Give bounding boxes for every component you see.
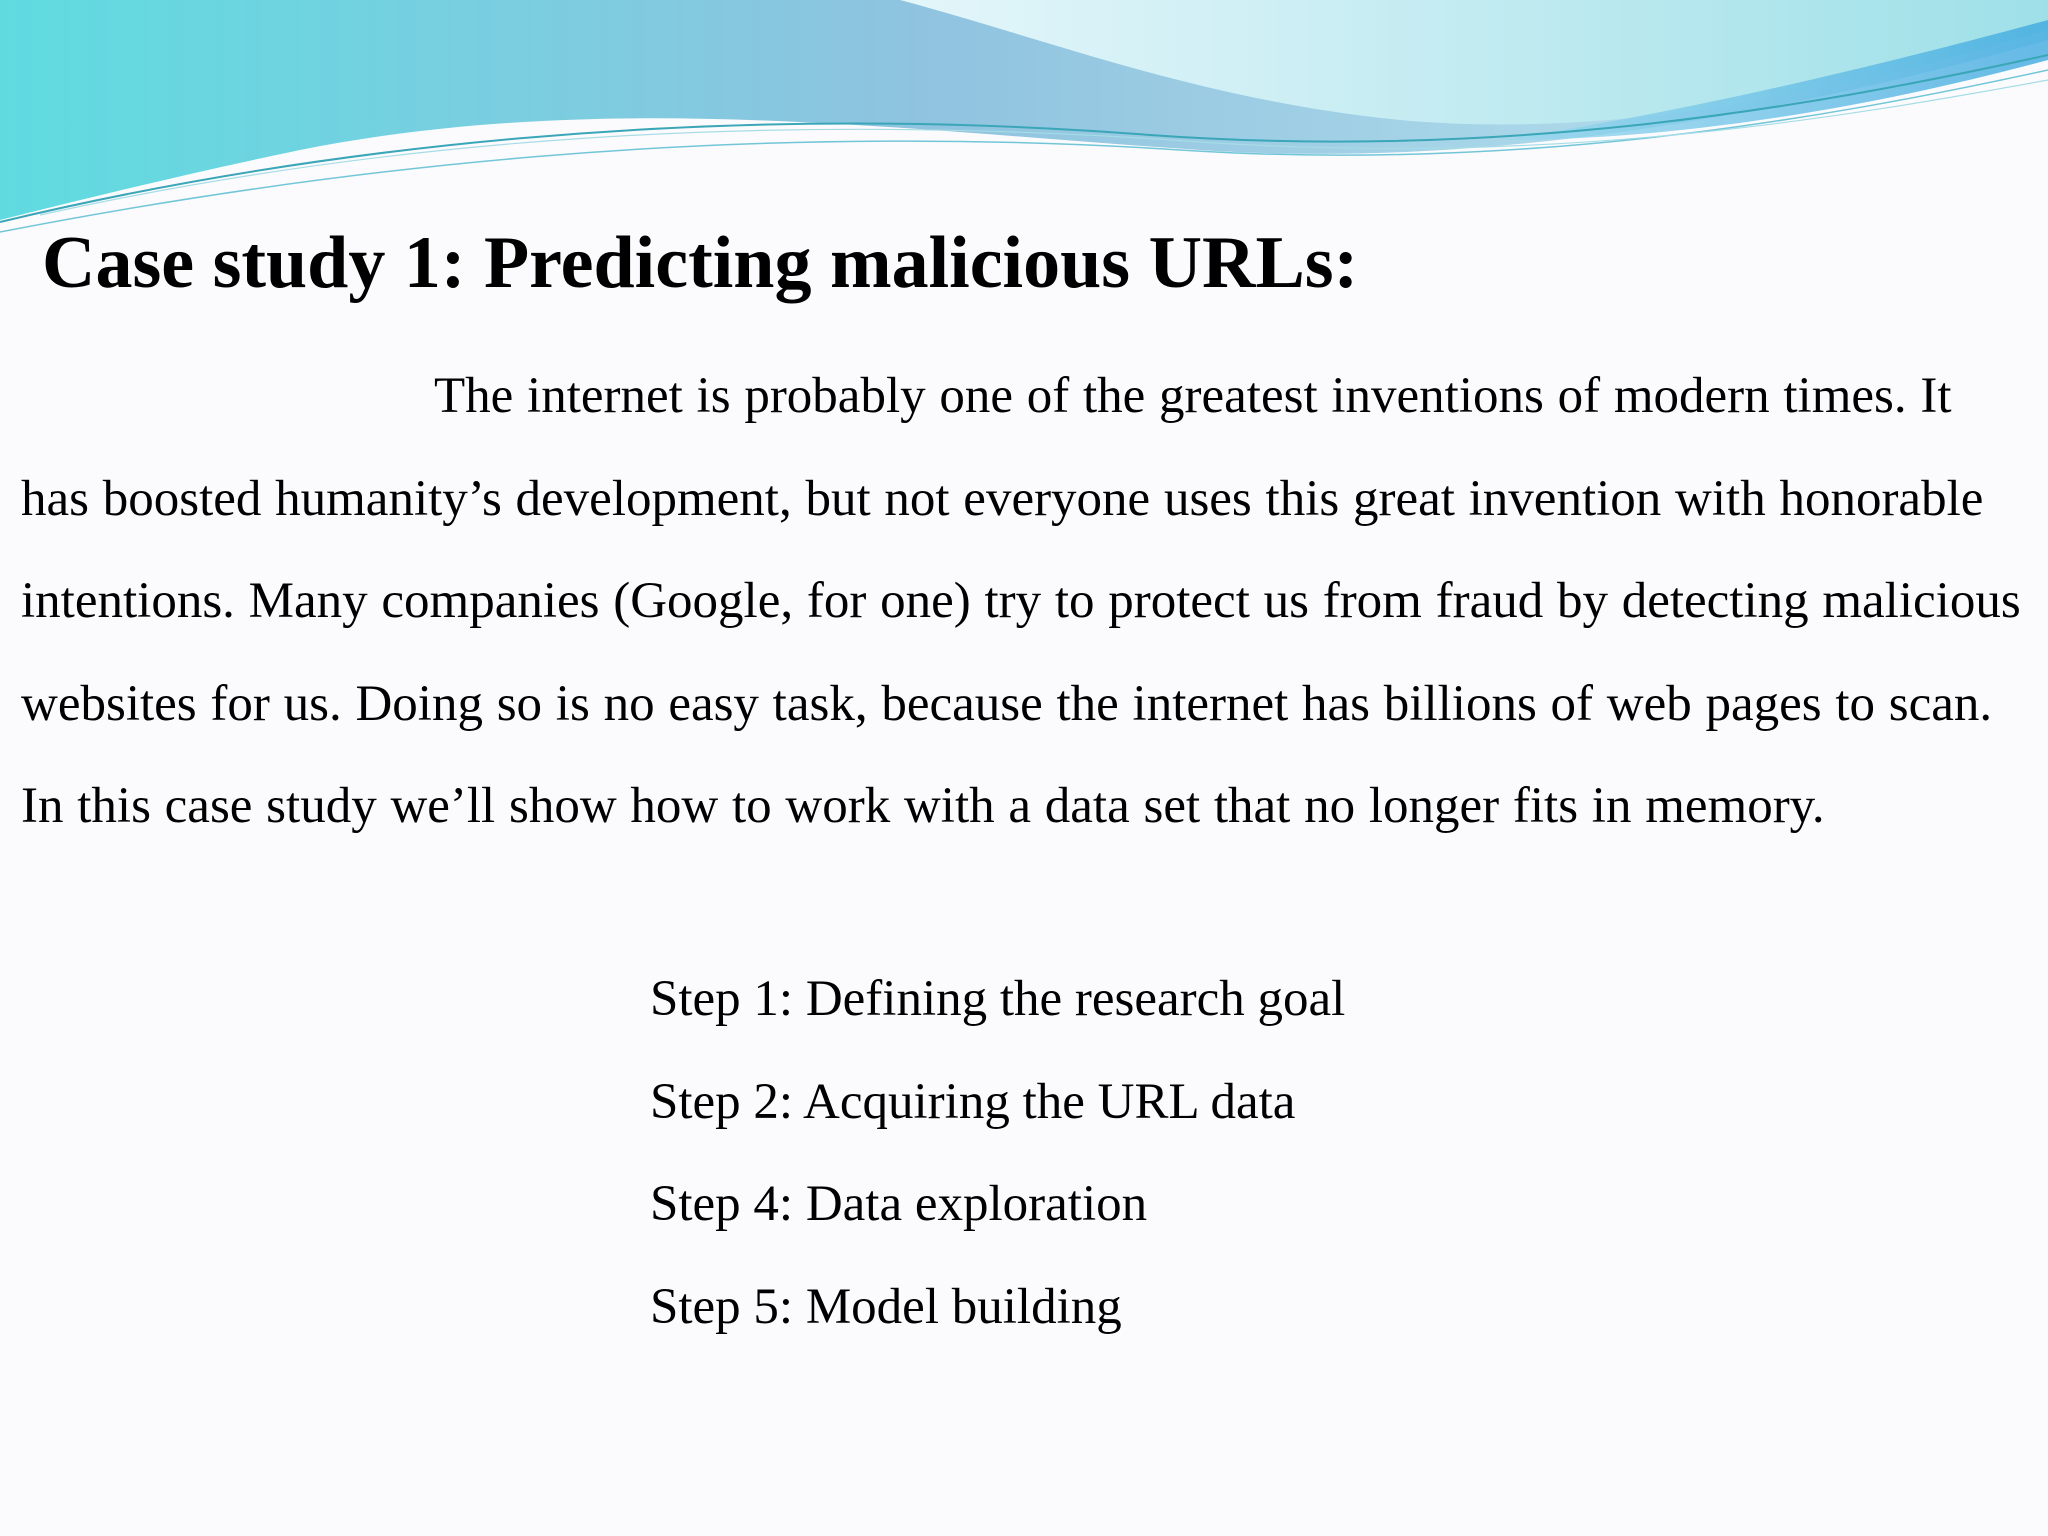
slide-title: Case study 1: Predicting malicious URLs: [42,222,1359,304]
step-item: Step 1: Defining the research goal [650,971,1346,1027]
step-item: Step 2: Acquiring the URL data [650,1073,1296,1130]
step-item: Step 4: Data exploration [650,1176,1148,1232]
steps-list [650,948,1345,1358]
body-paragraph: The internet is probably one of the greatest inventions of modern times. It has boosted humanity’s development, but not everyone uses this great invention with honorable intentions. Many companies (Google, for one) try to protect us from fraud by detecting malicious websites for us. Doing so is no easy task, because the internet has billions of web pages to scan. In this case study we’ll show how to work with a data set that no longer fits in memory. [21,368,2021,834]
step-item: Step 5: Model building [650,1278,1122,1335]
